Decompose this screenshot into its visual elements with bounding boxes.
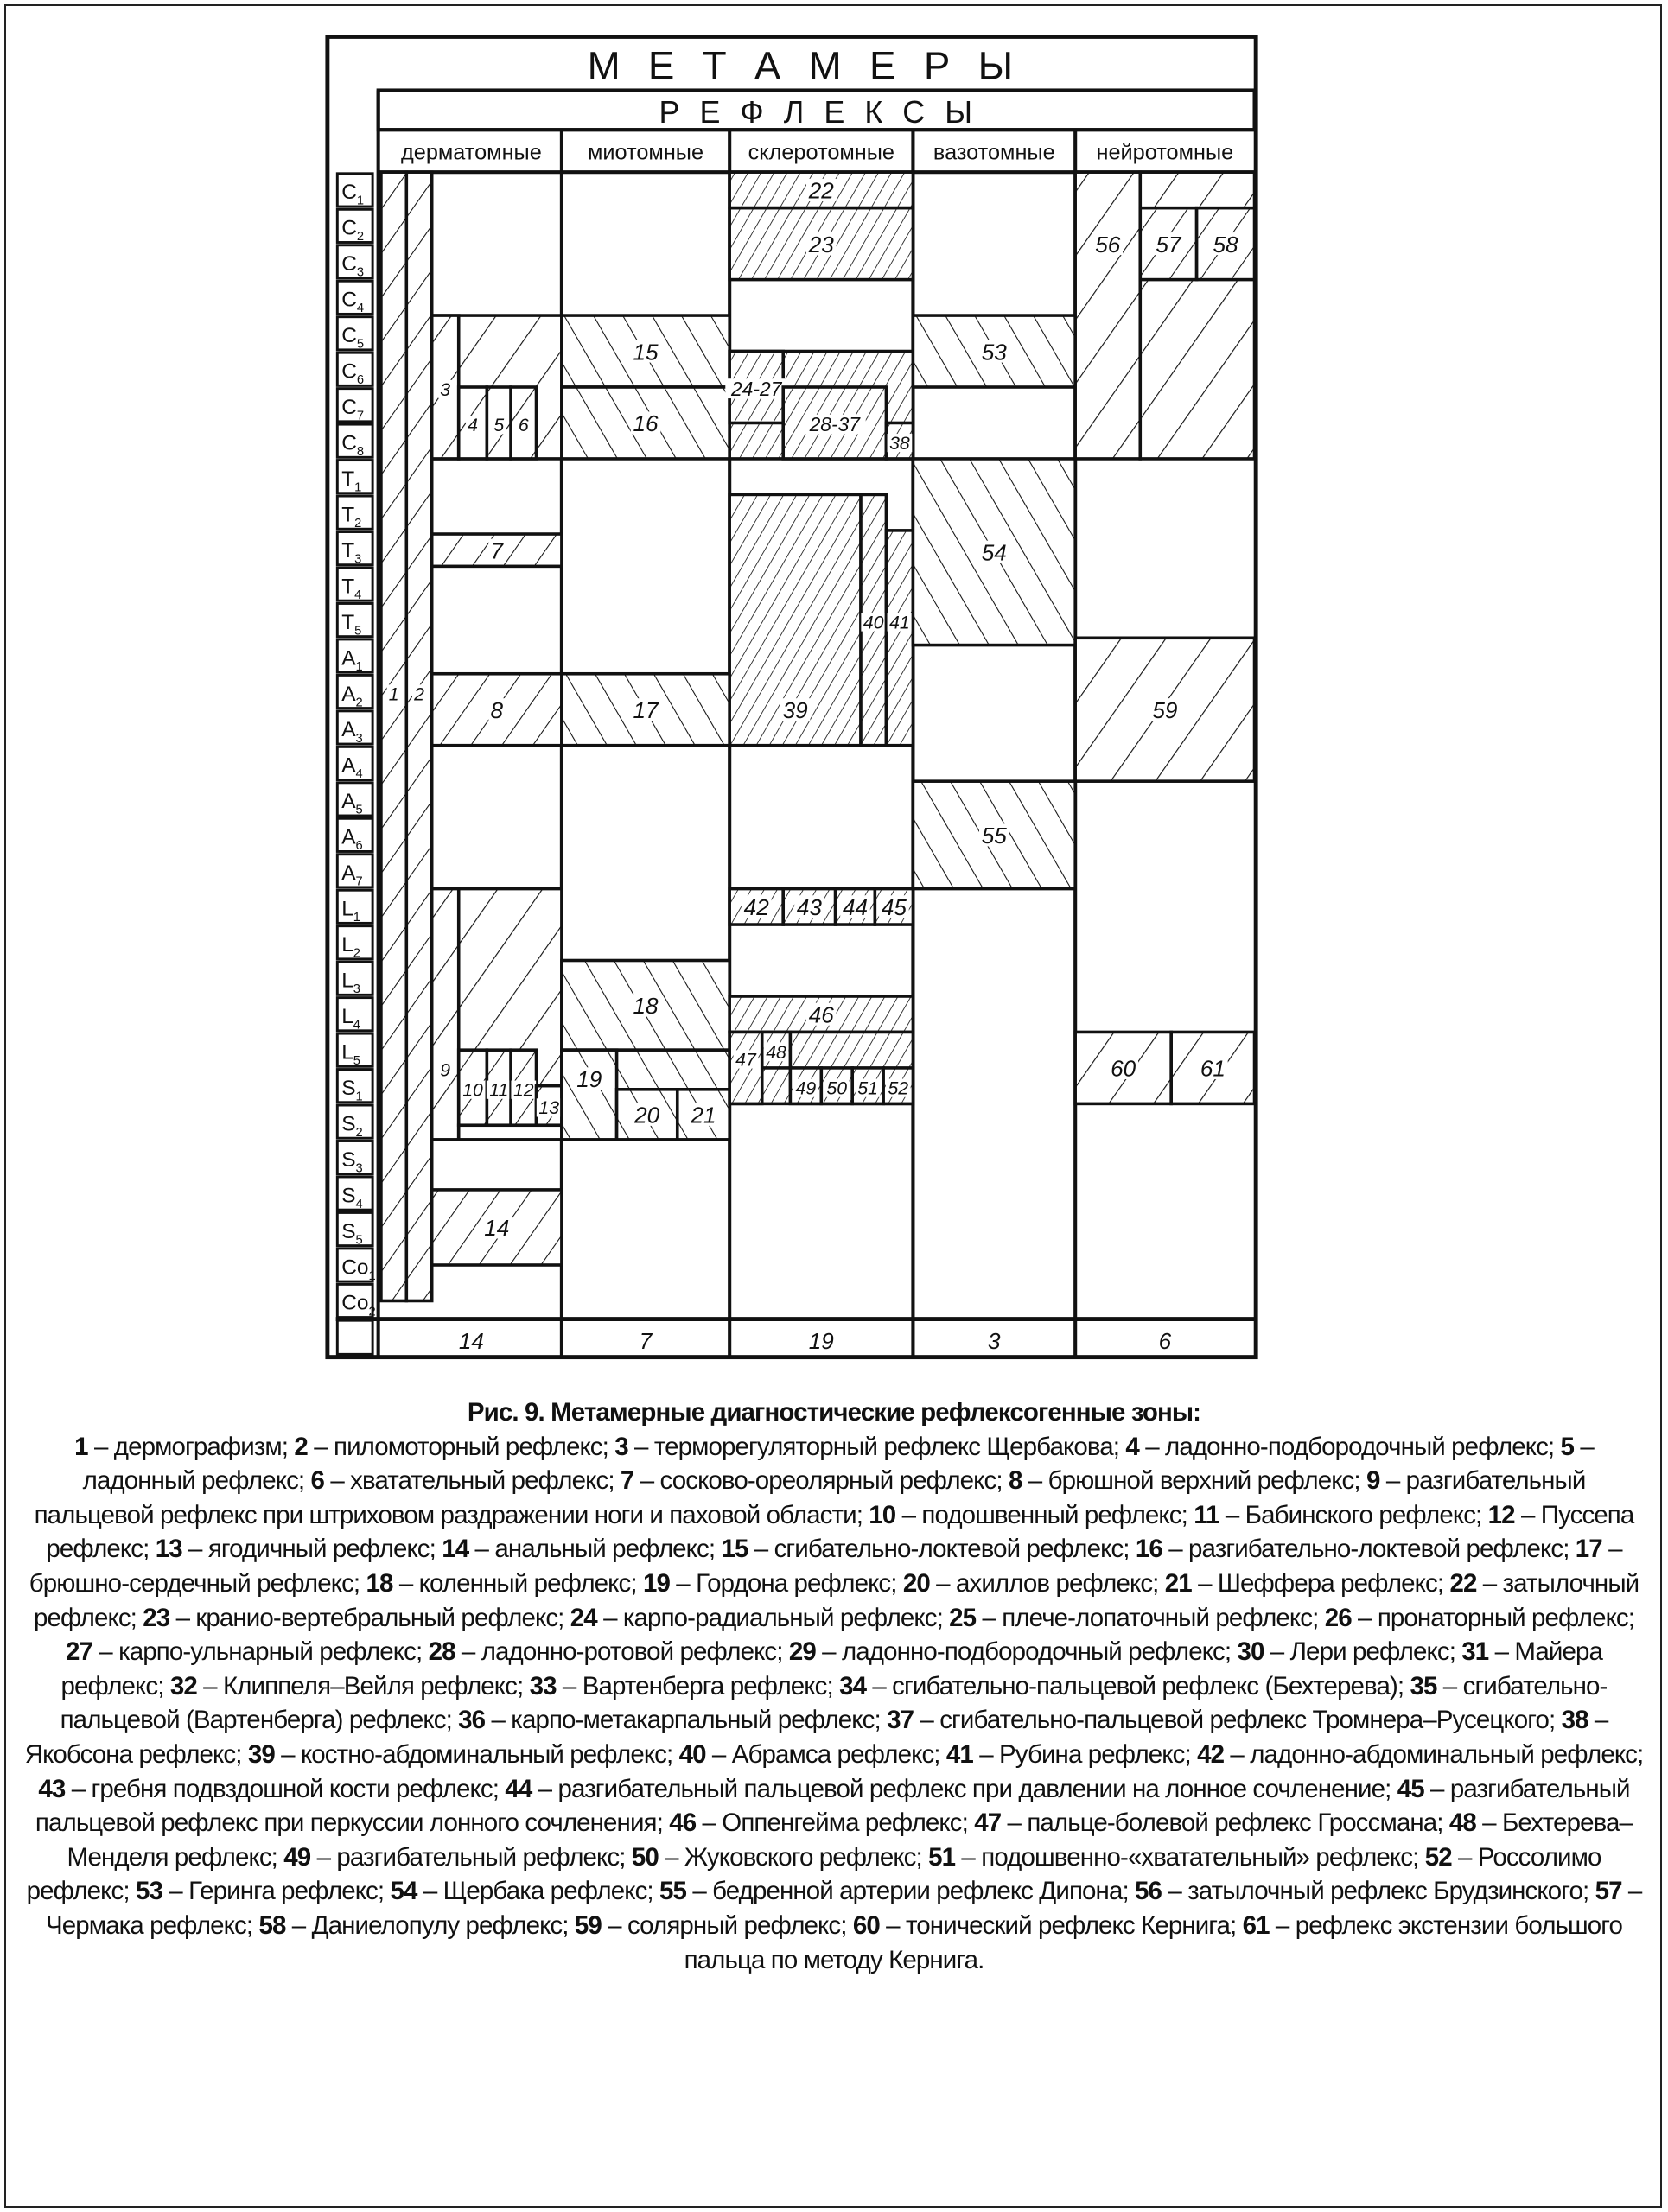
caption-item-text: – сгибательно-пальцевой рефлекс Тромнера–Русецкого; — [914, 1706, 1562, 1735]
zone-label: 53 — [981, 339, 1007, 365]
caption-item-number: 54 — [390, 1877, 417, 1906]
figure-caption — [24, 1395, 1644, 1977]
zone-label: 42 — [743, 894, 769, 921]
zone-label: 4 — [468, 416, 478, 436]
caption-item — [294, 1433, 614, 1461]
reflexes-header: Р Е Ф Л Е К С Ы — [659, 94, 978, 130]
caption-item — [1009, 1466, 1366, 1495]
zone-label: 21 — [691, 1102, 716, 1128]
caption-item-number: 39 — [247, 1739, 275, 1769]
zone-label: 28-37 — [809, 413, 861, 436]
column-header-4: нейротомные — [1096, 140, 1234, 165]
segment-label: $L_3$ — [341, 969, 360, 997]
caption-item-text: – разгибательный пальцевой рефлекс при перкуссии лонного сочленения; — [35, 1774, 1630, 1838]
caption-item — [946, 1740, 1197, 1769]
caption-item-text: – Якобсона рефлекс; — [24, 1706, 1608, 1769]
column-count-3: 3 — [988, 1327, 1001, 1354]
caption-item-number: 28 — [428, 1637, 455, 1667]
segment-label: $S_4$ — [341, 1184, 363, 1211]
column-count-1: 7 — [639, 1327, 653, 1354]
caption-item — [869, 1501, 1194, 1529]
segment-label: $T_3$ — [341, 538, 362, 567]
caption-item-text: – Щербака рефлекс; — [417, 1877, 660, 1906]
segment-label: $Co_2$ — [341, 1291, 376, 1319]
caption-item-number: 47 — [974, 1808, 1002, 1838]
zone-label: 6 — [518, 416, 529, 436]
caption-item-text: – Даниелопулу рефлекс; — [285, 1910, 575, 1940]
zone-label: 48 — [766, 1042, 786, 1063]
caption-item — [1325, 1604, 1634, 1632]
segment-label: $Co_1$ — [341, 1255, 376, 1283]
zone-hatch — [562, 1050, 617, 1140]
caption-item-number: 10 — [869, 1500, 896, 1529]
zone-label: 8 — [490, 697, 504, 724]
caption-title: Рис. 9. Метамерные диагностические рефлексогенные зоны: — [467, 1398, 1201, 1427]
caption-item-text: – затылочный рефлекс Брудзинского; — [1162, 1877, 1595, 1906]
segment-label: $L_1$ — [341, 897, 360, 925]
caption-item-number: 60 — [852, 1910, 880, 1940]
caption-item-number: 59 — [574, 1910, 602, 1940]
zone-label: 54 — [981, 539, 1007, 566]
caption-item-text: – пиломоторный рефлекс; — [307, 1432, 615, 1461]
caption-item-number: 29 — [788, 1637, 816, 1667]
caption-item-number: 18 — [366, 1568, 393, 1598]
caption-item-text: – Бабинского рефлекс; — [1219, 1500, 1488, 1529]
caption-item-text: – Россолимо рефлекс; — [26, 1842, 1601, 1906]
zone-label: 49 — [795, 1078, 817, 1099]
caption-item-text: – брюшно-сердечный рефлекс; — [29, 1535, 1622, 1598]
caption-item-text: – анальный рефлекс; — [468, 1535, 722, 1564]
caption-item-number: 41 — [945, 1739, 973, 1769]
caption-item-text: – терморегуляторный рефлекс Щербакова; — [627, 1432, 1126, 1461]
caption-item-number: 40 — [678, 1739, 706, 1769]
segment-label: $S_3$ — [341, 1147, 363, 1176]
segment-label: $A_2$ — [341, 682, 363, 710]
caption-item — [659, 1877, 1135, 1905]
caption-item-text: – ладонно-подбородочный рефлекс; — [1138, 1432, 1561, 1461]
segment-box — [337, 1320, 372, 1354]
column-count-2: 19 — [808, 1327, 834, 1354]
zone-label: 20 — [634, 1102, 660, 1128]
caption-item-text: – ладонно-ротовой рефлекс; — [455, 1637, 789, 1667]
caption-item-number: 50 — [631, 1842, 659, 1872]
caption-item-number: 12 — [1487, 1500, 1515, 1529]
caption-item-text: – хватательный рефлекс; — [324, 1466, 621, 1496]
caption-item — [1125, 1433, 1560, 1461]
segment-label: $A_3$ — [341, 718, 363, 746]
caption-item-number: 11 — [1194, 1500, 1219, 1529]
caption-item — [458, 1706, 887, 1734]
segment-label: $S_5$ — [341, 1219, 363, 1248]
caption-item-number: 13 — [155, 1535, 182, 1564]
zone-label: 51 — [857, 1078, 878, 1099]
caption-item-text: – разгибательный рефлекс; — [310, 1842, 632, 1872]
caption-item-text: – Чермака рефлекс; — [45, 1877, 1642, 1940]
caption-item — [156, 1535, 442, 1563]
caption-item-number: 33 — [529, 1671, 557, 1700]
caption-item — [679, 1740, 946, 1769]
caption-item — [570, 1604, 949, 1632]
zone-label: 1 — [388, 684, 399, 705]
zone-hatch — [1075, 172, 1140, 459]
zone-label: 2 — [414, 684, 424, 705]
caption-item-number: 48 — [1448, 1808, 1476, 1838]
caption-item-text: – подошвенно-«хватательный» рефлекс; — [955, 1842, 1425, 1872]
caption-item-number: 2 — [294, 1432, 308, 1461]
zone-label: 43 — [796, 894, 822, 921]
zone-label: 52 — [888, 1078, 909, 1099]
caption-legend — [25, 1433, 1644, 1974]
zone-label: 11 — [489, 1080, 509, 1101]
zone-label: 14 — [484, 1215, 510, 1242]
column-count-4: 6 — [1158, 1327, 1172, 1354]
caption-item — [669, 1808, 974, 1837]
caption-item-text: – Пуссепа рефлекс; — [46, 1500, 1634, 1564]
caption-item — [928, 1843, 1425, 1872]
zone-label: 61 — [1200, 1055, 1226, 1082]
caption-item-text: – брюшной верхний рефлекс; — [1022, 1466, 1367, 1496]
caption-item-text: – гребня подвздошной кости рефлекс; — [65, 1774, 506, 1803]
segment-label: $C_7$ — [341, 396, 365, 423]
caption-item-text: – кранио-вертебральный рефлекс; — [169, 1603, 570, 1632]
caption-item — [429, 1637, 789, 1666]
caption-item-text: – коленный рефлекс; — [392, 1568, 643, 1598]
zone-label: 39 — [782, 697, 808, 724]
caption-item — [789, 1637, 1238, 1666]
segment-label: $C_8$ — [341, 431, 365, 460]
caption-item-number: 36 — [458, 1706, 486, 1735]
zone-label: 18 — [633, 993, 659, 1020]
zone-label: 44 — [842, 894, 869, 921]
caption-item-number: 43 — [38, 1774, 66, 1803]
segment-label: $C_3$ — [341, 252, 365, 280]
segment-label: $C_1$ — [341, 181, 365, 208]
caption-item-text: – ладонно-абдоминальный рефлекс; — [1224, 1739, 1644, 1769]
caption-item — [283, 1843, 632, 1872]
caption-item-number: 30 — [1237, 1637, 1264, 1667]
segment-label: $S_1$ — [341, 1076, 363, 1104]
caption-item — [391, 1877, 660, 1905]
zone-label: 57 — [1156, 231, 1181, 257]
segment-label: $C_5$ — [341, 324, 365, 352]
zone-label: 10 — [462, 1080, 483, 1101]
caption-item-number: 4 — [1125, 1432, 1139, 1461]
segment-label: $A_6$ — [341, 825, 363, 854]
segment-label: $A_4$ — [341, 753, 363, 782]
caption-item-number: 5 — [1560, 1432, 1575, 1461]
caption-item-text: – солярный рефлекс; — [601, 1910, 853, 1940]
caption-item-text: – подошвенный рефлекс; — [895, 1500, 1194, 1529]
segment-label: $T_2$ — [341, 503, 362, 531]
segment-label: $T_5$ — [341, 610, 362, 639]
column-count-0: 14 — [458, 1327, 484, 1354]
segment-label: $C_2$ — [341, 216, 365, 245]
caption-item — [721, 1535, 1135, 1563]
caption-item-text: – ладонный рефлекс; — [82, 1432, 1594, 1496]
caption-item-text: – сгибательно-пальцевой (Вартенберга) рефлекс; — [60, 1671, 1608, 1735]
caption-item-number: 20 — [902, 1568, 930, 1598]
zone-label: 41 — [889, 613, 910, 633]
zone-label: 19 — [576, 1066, 602, 1093]
zone-label: 13 — [538, 1098, 560, 1119]
caption-item — [1135, 1877, 1595, 1905]
caption-item-number: 23 — [143, 1603, 170, 1632]
caption-item-text: – карпо-радиальный рефлекс; — [596, 1603, 950, 1632]
caption-item-number: 45 — [1397, 1774, 1424, 1803]
caption-item-number: 44 — [505, 1774, 532, 1803]
caption-item-number: 7 — [620, 1466, 634, 1496]
zone-hatch — [406, 172, 431, 1300]
caption-item-number: 6 — [310, 1466, 325, 1496]
caption-item — [170, 1672, 530, 1700]
segment-label: $C_4$ — [341, 288, 365, 316]
caption-item-number: 42 — [1197, 1739, 1225, 1769]
caption-item — [887, 1706, 1561, 1734]
caption-item — [632, 1843, 928, 1872]
zone-label: 15 — [633, 339, 659, 365]
caption-item-number: 61 — [1242, 1910, 1270, 1940]
caption-item-number: 17 — [1575, 1535, 1602, 1564]
caption-item-text: – разгибательный пальцевой рефлекс при давлении на лонное сочленение; — [532, 1774, 1397, 1803]
caption-item-number: 38 — [1561, 1706, 1588, 1735]
caption-item — [248, 1740, 679, 1769]
caption-item-text: – сгибательно-локтевой рефлекс; — [748, 1535, 1136, 1564]
caption-item-number: 14 — [442, 1535, 469, 1564]
column-header-1: миотомные — [588, 140, 704, 165]
zone-label: 9 — [440, 1060, 451, 1081]
caption-item-number: 51 — [928, 1842, 956, 1872]
zone-label: 38 — [889, 433, 910, 454]
caption-item-number: 16 — [1135, 1535, 1162, 1564]
caption-item-number: 15 — [721, 1535, 748, 1564]
caption-item-number: 8 — [1008, 1466, 1022, 1496]
caption-item — [1165, 1569, 1450, 1598]
zone-label: 47 — [735, 1050, 756, 1071]
zone-label: 17 — [633, 697, 659, 724]
caption-item — [903, 1569, 1165, 1598]
zone-label: 58 — [1213, 231, 1238, 257]
zone-label: 3 — [440, 379, 451, 400]
zone-label: 50 — [826, 1078, 848, 1099]
caption-item — [38, 1775, 505, 1803]
segment-label: $A_7$ — [341, 861, 363, 889]
segment-label: $T_4$ — [341, 575, 362, 602]
zone-label: 56 — [1095, 231, 1121, 257]
caption-item-number: 26 — [1324, 1603, 1352, 1632]
caption-item-text: – пронаторный рефлекс; — [1351, 1603, 1635, 1632]
zone-hatch — [381, 172, 406, 1300]
column-header-2: склеротомные — [748, 140, 895, 165]
zone-label: 23 — [808, 231, 834, 257]
caption-item-text: – Вартенберга рефлекс; — [556, 1671, 840, 1700]
zone-label: 59 — [1152, 697, 1178, 724]
caption-item — [1197, 1740, 1643, 1769]
zone-label: 12 — [513, 1080, 534, 1101]
caption-item-number: 55 — [659, 1877, 687, 1906]
caption-item-number: 35 — [1410, 1671, 1437, 1700]
zone-label: 22 — [808, 177, 834, 204]
caption-item-text: – Лери рефлекс; — [1264, 1637, 1462, 1667]
caption-item-text: – Жуковского рефлекс; — [658, 1842, 929, 1872]
zone-label: 45 — [881, 894, 907, 921]
zone-area — [459, 1125, 562, 1140]
zone-label: 60 — [1111, 1055, 1136, 1082]
caption-item-text: – Геринга рефлекс; — [162, 1877, 391, 1906]
caption-item-text: – карпо-ульнарный рефлекс; — [92, 1637, 429, 1667]
caption-item-text: – костно-абдоминальный рефлекс; — [274, 1739, 679, 1769]
caption-item — [74, 1433, 294, 1461]
column-header-0: дерматомные — [401, 140, 542, 165]
caption-item-number: 53 — [135, 1877, 162, 1906]
caption-item-text: – разгибательно-локтевой рефлекс; — [1162, 1535, 1576, 1564]
segment-label: $A_5$ — [341, 790, 363, 817]
segment-label: $C_6$ — [341, 359, 365, 388]
diagram-title: М Е Т А М Е Р Ы — [587, 43, 1022, 88]
caption-item-number: 31 — [1461, 1637, 1489, 1667]
caption-item-text: – карпо-метакарпальный рефлекс; — [485, 1706, 888, 1735]
caption-item — [530, 1672, 839, 1700]
caption-item — [1237, 1637, 1461, 1666]
caption-item — [258, 1911, 574, 1940]
zone-hatch — [432, 889, 459, 1140]
caption-item-number: 27 — [65, 1637, 92, 1667]
caption-item-number: 25 — [949, 1603, 977, 1632]
caption-item — [1136, 1535, 1576, 1563]
zone-label: 55 — [981, 823, 1007, 849]
caption-item-number: 52 — [1424, 1842, 1452, 1872]
caption-item-text: – Майера рефлекс; — [60, 1637, 1603, 1700]
caption-item-text: – Абрамса рефлекс; — [705, 1739, 946, 1769]
caption-item-text: – Бехтерева–Менделя рефлекс; — [67, 1808, 1633, 1872]
caption-item-text: – плече-лопаточный рефлекс; — [976, 1603, 1325, 1632]
caption-item-number: 57 — [1595, 1877, 1622, 1906]
segment-label: $T_1$ — [341, 467, 362, 495]
caption-item-number: 3 — [614, 1432, 628, 1461]
zone-label: 46 — [808, 1001, 834, 1028]
caption-item-text: – тонический рефлекс Кернига; — [879, 1910, 1243, 1940]
caption-item-text: – затылочный рефлекс; — [33, 1568, 1639, 1632]
caption-item — [949, 1604, 1325, 1632]
zone-label: 16 — [633, 410, 659, 437]
caption-item-number: 24 — [570, 1603, 597, 1632]
caption-item-number: 49 — [283, 1842, 311, 1872]
caption-item-text: – ладонно-подбородочный рефлекс; — [815, 1637, 1238, 1667]
segment-label: $L_5$ — [341, 1040, 360, 1068]
caption-item — [136, 1877, 391, 1905]
caption-item-text: – ахиллов рефлекс; — [929, 1568, 1165, 1598]
caption-item-number: 56 — [1135, 1877, 1162, 1906]
caption-item-number: 32 — [169, 1671, 197, 1700]
caption-item — [311, 1466, 621, 1495]
caption-item-text: – разгибательный пальцевой рефлекс при штриховом раздражении ноги и паховой области; — [34, 1466, 1586, 1529]
caption-item-text: – пальце-болевой рефлекс Гроссмана; — [1001, 1808, 1449, 1838]
caption-item-text: – бедренной артерии рефлекс Дипона; — [686, 1877, 1136, 1906]
caption-item-number: 34 — [839, 1671, 867, 1700]
caption-item — [366, 1569, 643, 1598]
caption-item — [974, 1808, 1449, 1837]
caption-item-text: – Рубина рефлекс; — [972, 1739, 1198, 1769]
zone-label: 5 — [493, 416, 505, 436]
zone-label: 40 — [863, 613, 884, 633]
caption-item — [1194, 1501, 1487, 1529]
caption-item-number: 21 — [1164, 1568, 1192, 1598]
segment-label: $S_2$ — [341, 1112, 363, 1140]
caption-item-number: 1 — [74, 1432, 88, 1461]
caption-item-number: 22 — [1449, 1568, 1477, 1598]
caption-item — [575, 1911, 853, 1940]
caption-item-text: – рефлекс экстензии большого пальца по методу Кернига. — [684, 1910, 1622, 1974]
caption-item-text: – Клиппеля–Вейля рефлекс; — [196, 1671, 530, 1700]
segment-label: $A_1$ — [341, 646, 363, 674]
caption-item — [614, 1433, 1125, 1461]
caption-item — [442, 1535, 721, 1563]
caption-item-text: – Оппенгейма рефлекс; — [696, 1808, 975, 1838]
caption-item — [643, 1569, 903, 1598]
caption-item — [853, 1911, 1243, 1940]
zone-label: 24-27 — [730, 377, 782, 400]
segment-label: $L_2$ — [341, 933, 360, 961]
caption-item-text: – ягодичный рефлекс; — [181, 1535, 442, 1564]
caption-item-text: – Шеффера рефлекс; — [1191, 1568, 1450, 1598]
caption-item-text: – Гордона рефлекс; — [669, 1568, 903, 1598]
zone-hatch — [886, 531, 913, 746]
caption-item-number: 46 — [669, 1808, 697, 1838]
caption-item-text: – дермографизм; — [87, 1432, 295, 1461]
caption-item-number: 19 — [642, 1568, 670, 1598]
caption-item — [143, 1604, 570, 1632]
caption-item-text: – сгибательно-пальцевой рефлекс (Бехтерева); — [866, 1671, 1410, 1700]
segment-label: $L_4$ — [341, 1005, 360, 1033]
caption-item-number: 37 — [887, 1706, 914, 1735]
caption-item — [505, 1775, 1397, 1803]
zone-label: 7 — [490, 537, 504, 564]
caption-item-number: 58 — [258, 1910, 286, 1940]
caption-item — [621, 1466, 1009, 1495]
caption-item-number: 9 — [1366, 1466, 1380, 1496]
caption-item — [839, 1672, 1410, 1700]
caption-item-text: – сосково-ореолярный рефлекс; — [633, 1466, 1009, 1496]
column-header-3: вазотомные — [933, 140, 1055, 165]
caption-item — [66, 1637, 429, 1666]
